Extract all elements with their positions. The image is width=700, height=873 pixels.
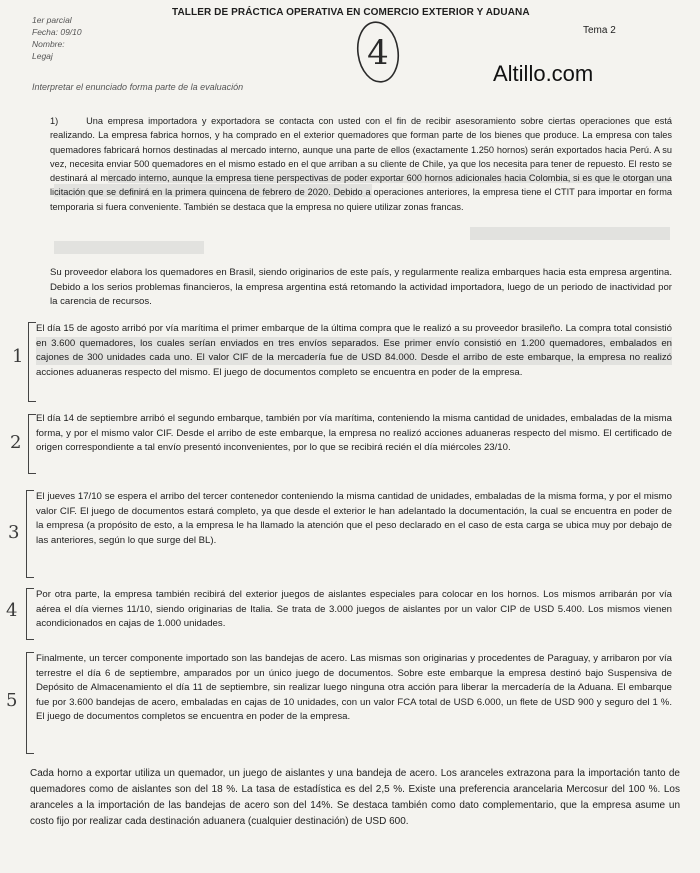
highlight-mark [54,241,204,254]
margin-bracket [28,414,36,474]
header-legajo: Legaj [32,51,53,61]
margin-number: 2 [10,432,22,453]
item-number: 1) [50,116,59,126]
margin-number: 3 [8,522,20,543]
margin-bracket [26,588,34,640]
header-fecha: Fecha: 09/10 [32,27,82,37]
paragraph-steel-trays: Finalmente, un tercer componente importado son las bandejas de acero. Las mismas son originarias y procedentes de Paraguay, y arribaron por vía terrestre el día 6 de septiembre, amparados por un único juego de documentos. Sobre este embarque la empresa destinó bajo Suspensiva de Depósito de Almacenamiento el día 11 de septiembre, sin realizar luego ninguna otra acción para liberar la mercadería de la Aduana. El embarque fue por 3.600 bandejas de acero, embaladas en cajas de 10 unidades, con un valor FCA total de USD 6.000, un flete de USD 900 y seguro del 1 %. El juego de documentos completos se encuentra en poder de la empresa. [36,653,672,723]
handwritten-circled-number [352,16,404,86]
margin-number: 4 [6,600,18,621]
paragraph-intro-text: Una empresa importadora y exportadora se contacta con usted con el fin de recibir asesoramiento sobre ciertas operaciones que está realizando. La empresa fabrica hornos, y ha comprado en el exterior quemadores que forman parte de los bienes que produce. La empresa con tales quemadores fabricará hornos destinadas al mercado interno, aunque una parte de ellos (exactamente 1.250 hornos) serán exportados hacia Perú. A su vez, necesita enviar 500 quemadores en el mismo estado en el que arriban a su cliente de Chile, ya que los necesita para tener de repuesto. El resto se destinará al mercado interno, aunque la empresa tiene perspectivas de poder exportar 600 hornos adicionales hacia Colombia, si es que le otorgan una licitación que se definirá en la primera quincena de febrero de 2020. Debido a operaciones anteriores, la empresa tiene el CTIT para importar en forma temporaria si fuera conveniente. También se destaca que la empresa no quiere utilizar zonas francas. [50,116,672,212]
margin-number: 1 [12,346,24,367]
margin-bracket [26,652,34,754]
header-parcial: 1er parcial [32,15,72,25]
highlight-mark [470,227,670,240]
paragraph-insulators: Por otra parte, la empresa también recibirá del exterior juegos de aislantes especiales para colocar en los hornos. Los mismos arribarán por vía aérea el día viernes 11/10, siendo originarias de Italia. Se trata de 3.000 juegos de aislantes por un valor CIP de USD 5.400. Los mismos vienen acondicionados en cajas de 1.000 unidades. [36,589,672,630]
tema-label: Tema 2 [583,25,616,36]
margin-bracket [26,490,34,578]
paragraph-second-shipment: El día 14 de septiembre arribó el segundo embarque, también por vía marítima, conteniendo la misma cantidad de unidades, embaladas de la misma forma, y por el mismo valor CIF. Desde el arribo de este embarque, la empresa no realizó acciones aduaneras respecto del mismo. El certificado de origen correspondiente a tal envío presentó inconvenientes, por lo que se recibirá recién el día miércoles 23/10. [36,413,672,454]
header-nombre: Nombre: [32,39,65,49]
margin-number: 5 [6,690,18,711]
paragraph-supplier: Su proveedor elabora los quemadores en Brasil, siendo originarios de este país, y regularmente realiza embarques hacia esta empresa argentina. Debido a los serios problemas financieros, la empresa argentina está retomando la actividad importadora, luego de un periodo de inactividad por la carencia de recursos. [50,267,672,308]
paragraph-third-shipment: El jueves 17/10 se espera el arribo del tercer contenedor conteniendo la misma cantidad de unidades, embaladas de la misma forma, y por el mismo valor CIF. El juego de documentos estará completo, ya que desde el exterior le han adelantado la documentación, la cual se encuentra en poder de la empresa (a propósito de esto, a la empresa le ha llamado la atención que el peso declarado en el caso de esta carga se ubica muy por debajo de las anteriores, según lo que surge del BL). [36,491,672,546]
paragraph-intro [50,114,672,214]
header-info [32,14,82,62]
margin-bracket [28,322,36,402]
paragraph-first-shipment: El día 15 de agosto arribó por vía marítima el primer embarque de la última compra que le realizó a su proveedor brasileño. La compra total consistió en 3.600 quemadores, los cuales serían enviados en tres envíos separados. Ese primer envío consistió en 1.200 quemadores, embalados en cajones de 300 unidades cada uno. El valor CIF de la mercadería fue de USD 84.000. Desde el arribo de este embarque, la empresa no realizó acciones aduaneras respecto del mismo. El juego de documentos completo se encuentra en poder de la empresa. [36,323,672,378]
paragraph-tariffs: Cada horno a exportar utiliza un quemador, un juego de aislantes y una bandeja de acero. Los aranceles extrazona para la importación tanto de quemadores como de aislantes son del 18 %. La tasa de estadística es del 2,5 %. Existe una preferencia arancelaria Mercosur del 100 %. Los aranceles a la importación de las bandejas de acero son del 14%. Se destaca también como dato complementario, que la empresa asume un costo fijo por realizar cada destinación aduanera (cualquier destinación) de USD 600. [30,768,680,827]
page-title: TALLER DE PRÁCTICA OPERATIVA EN COMERCIO EXTERIOR Y ADUANA [172,7,530,18]
watermark-logo: Altillo.com [493,61,594,86]
instruction-text: Interpretar el enunciado forma parte de la evaluación [32,82,244,92]
handwritten-number: 4 [367,33,389,73]
